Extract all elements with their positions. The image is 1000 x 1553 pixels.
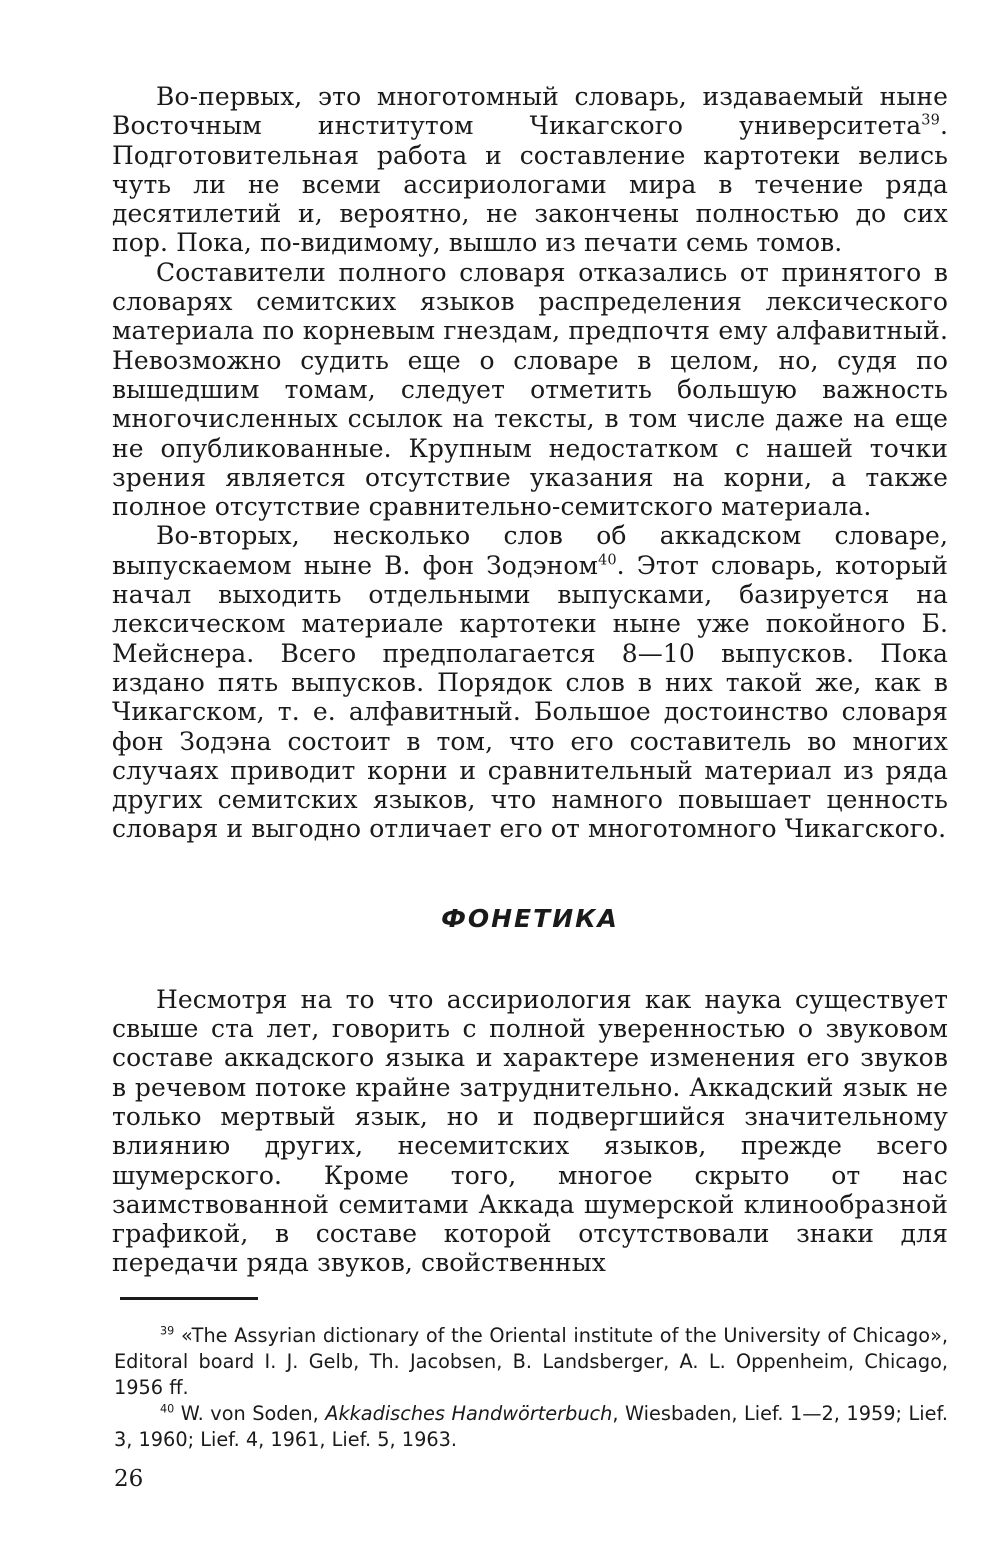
- footnote-40-author: W. von Soden,: [180, 1402, 319, 1425]
- footnotes: [114, 1323, 948, 1453]
- footnote-40: [114, 1401, 948, 1453]
- footnote-divider: [120, 1297, 258, 1300]
- paragraph-3: [112, 521, 948, 843]
- paragraph-3-text-a: Во-вторых, несколько слов об аккадском словаре, выпускаемом ныне В. фон Зодэном: [112, 521, 948, 580]
- paragraph-2: Составители полного словаря отказались от принятого в словарях семитских языков распределения лексического материала по корневым гнездам, предпочтя ему алфавитный. Невозможно судить еще о словаре в целом, но, судя по вышедшим томам, следует отметить большую важность многочисленных ссылок на тексты, в том числе даже на еще не опубликованные. Крупным недостатком с нашей точки зрения является отсутствие указания на корни, а также полное отсутствие сравнительно-семитского материала.: [112, 257, 948, 522]
- page-number: 26: [114, 1466, 144, 1492]
- paragraph-4: Несмотря на то что ассириология как наука существует свыше ста лет, говорить с полной уверенностью о звуковом составе аккадского языка и характере изменения его звуков в речевом потоке крайне затруднительно. Аккадский язык не только мертвый язык, но и подвергшийся значительному влиянию других, несемитских языков, прежде всего шумерского. Кроме того, многое скрыто от нас заимствованной семитами Аккада шумерской клинообразной графикой, в составе которой отсутствовали знаки для передачи ряда звуков, свойственных: [112, 984, 948, 1278]
- section-title: ФОНЕТИКА: [441, 903, 619, 933]
- footnote-40-title: Akkadisches Handwörterbuch: [325, 1402, 613, 1425]
- footnote-39-number: 39: [160, 1324, 175, 1338]
- footnote-39-text: «The Assyrian dictionary of the Oriental institute of the University of Chicago», Editoral board I. J. Gelb, Th. Jacobsen, B. Landsberger, A. L. Oppenheim, Chicago, 1956 ff.: [114, 1324, 948, 1399]
- paragraph-1-text-a: Во-первых, это многотомный словарь, издаваемый ныне Восточным институтом Чикагского университета: [112, 82, 948, 141]
- footnote-40-rest: , Wiesbaden, Lief. 1—2, 1959; Lief. 3, 1960; Lief. 4, 1961, Lief. 5, 1963.: [114, 1402, 948, 1451]
- page-body: [112, 82, 948, 1278]
- footnote-ref-40[interactable]: 40: [598, 552, 617, 569]
- footnote-40-number: 40: [160, 1402, 175, 1416]
- paragraph-1: [112, 82, 948, 258]
- paragraph-1-text-b: . Подготовительная работа и составление картотеки велись чуть ли не всеми ассириологами мира в течение ряда десятилетий и, вероятно, не закончены полностью до сих пор. Пока, по-видимому, вышло из печати семь томов.: [112, 111, 948, 258]
- footnote-ref-39[interactable]: 39: [921, 112, 940, 129]
- paragraph-3-text-b: . Этот словарь, который начал выходить отдельными выпусками, базируется на лексическом материале картотеки ныне уже покойного Б. Мейснера. Всего предполагается 8—10 выпусков. Пока издано пять выпусков. Порядок слов в них такой же, как в Чикагском, т. е. алфавитный. Большое достоинство словаря фон Зодэна состоит в том, что его составитель во многих случаях приводит корни и сравнительный материал из ряда других семитских языков, что намного повышает ценность словаря и выгодно отличает его от многотомного Чикагского.: [112, 550, 948, 844]
- footnote-39: [114, 1323, 948, 1401]
